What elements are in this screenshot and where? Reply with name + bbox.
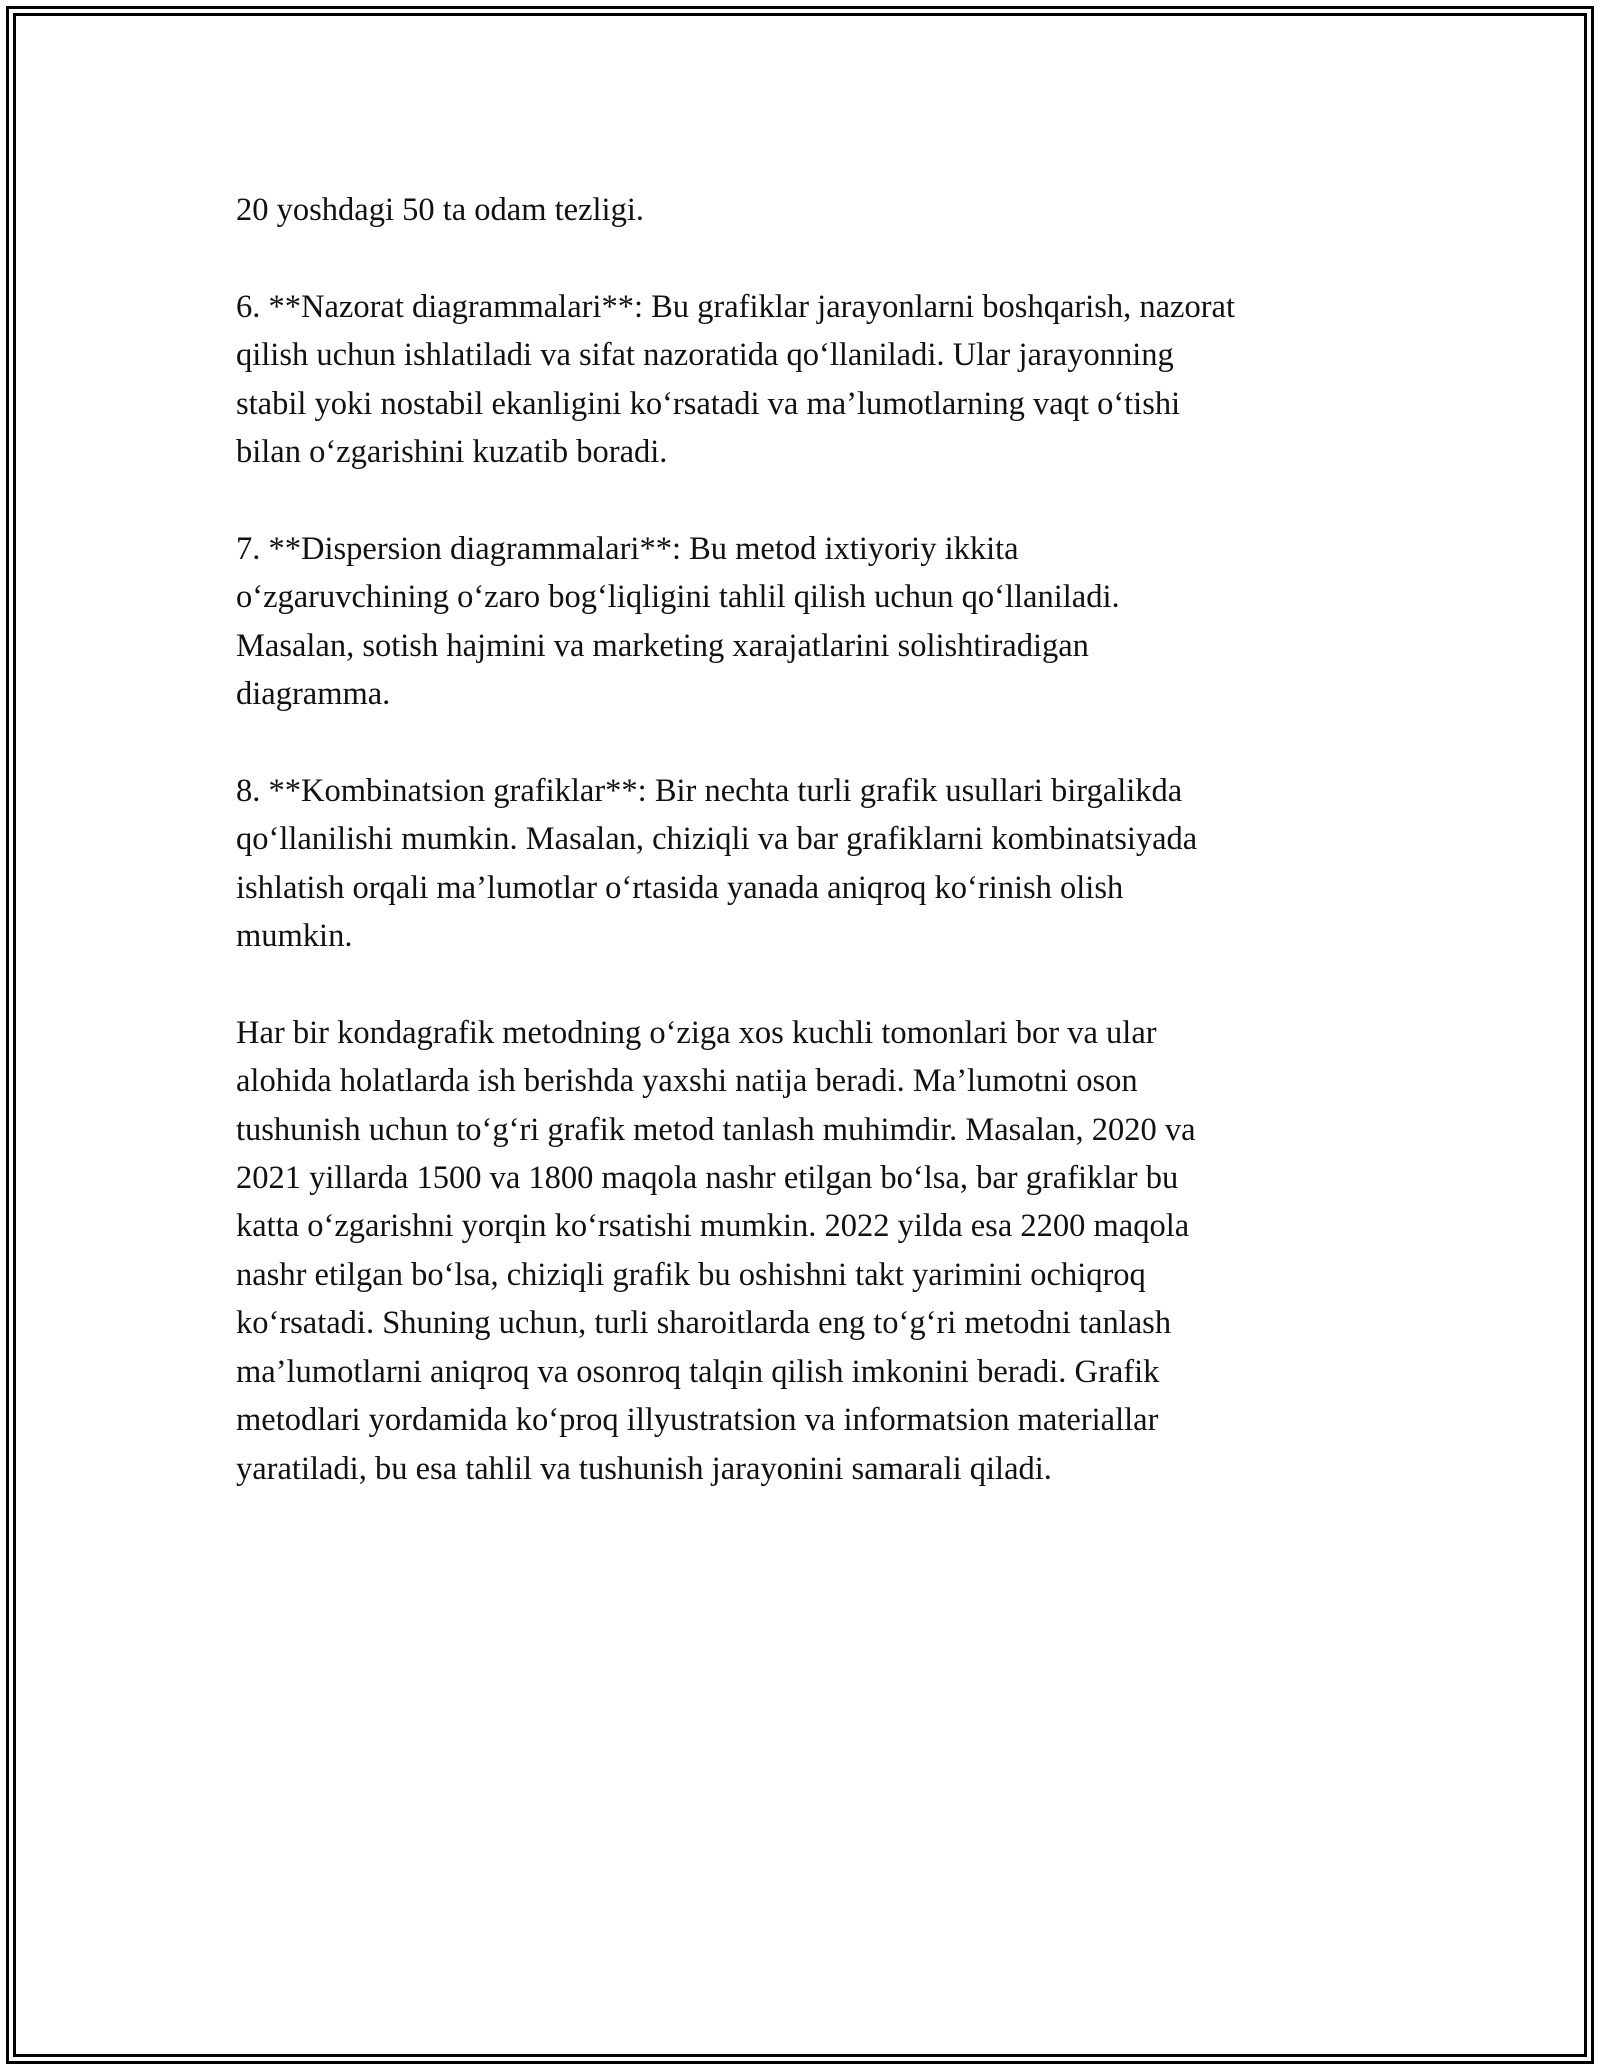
- paragraph-dispersion-diagrams: 7. **Dispersion diagrammalari**: Bu metod ixtiyoriy ikkita o‘zgaruvchining o‘zaro bog‘liqligini tahlil qilish uchun qo‘llaniladi. Masalan, sotish hajmini va marketing xarajatlarini solishtiradigan diagramma.: [236, 530, 1120, 713]
- paragraph-intro-fragment: 20 yoshdagi 50 ta odam tezligi.: [236, 192, 644, 228]
- paragraph-conclusion: Har bir kondagrafik metodning o‘ziga xos kuchli tomonlari bor va ular alohida holatlarda ish berishda yaxshi natija beradi. Ma’lumotni oson tushunish uchun to‘g‘ri grafik metod tanlash muhimdir. Masalan, 2020 va 2021 yillarda 1500 va 1800 maqola nashr etilgan bo‘lsa, bar grafiklar bu katta o‘zgarishni yorqin ko‘rsatishi mumkin. 2022 yilda esa 2200 maqola nashr etilgan bo‘lsa, chiziqli grafik bu oshishni takt yarimini ochiqroq ko‘rsatadi. Shuning uchun, turli sharoitlarda eng to‘g‘ri metodni tanlash ma’lumotlarni aniqroq va osonroq talqin qilish imkonini beradi. Grafik metodlari yordamida ko‘proq illyustratsion va informatsion materiallar yaratiladi, bu esa tahlil va tushunish jarayonini samarali qiladi.: [236, 1014, 1196, 1487]
- paragraph-combination-charts: 8. **Kombinatsion grafiklar**: Bir nechta turli grafik usullari birgalikda qo‘llanilishi mumkin. Masalan, chiziqli va bar grafiklarni kombinatsiyada ishlatish orqali ma’lumotlar o‘rtasida yanada aniqroq ko‘rinish olish mumkin.: [236, 772, 1198, 955]
- paragraph-control-charts: 6. **Nazorat diagrammalari**: Bu grafiklar jarayonlarni boshqarish, nazorat qilish uchun ishlatiladi va sifat nazoratida qo‘llaniladi. Ular jarayonning stabil yoki nostabil ekanligini ko‘rsatadi va ma’lumotlarning vaqt o‘tishi bilan o‘zgarishini kuzatib boradi.: [236, 288, 1236, 471]
- document-body: [236, 186, 1396, 1541]
